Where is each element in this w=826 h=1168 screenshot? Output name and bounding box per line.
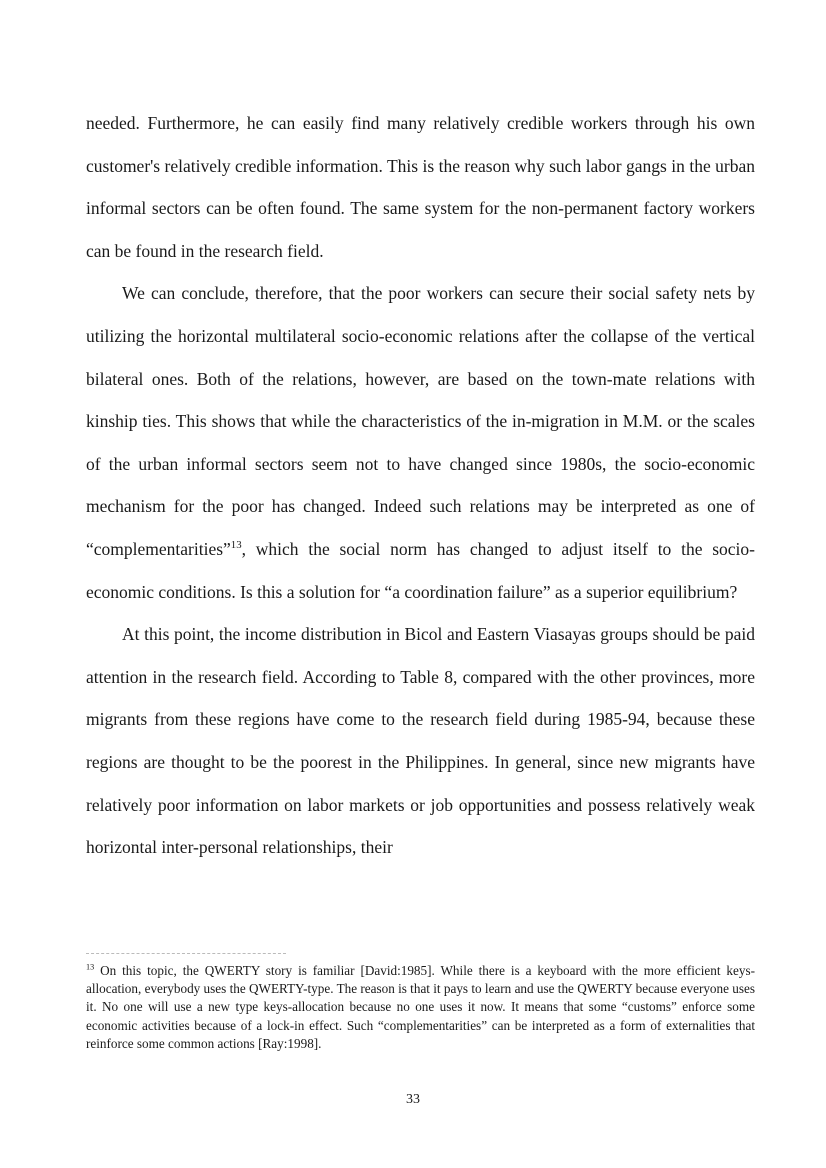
footnote-text: On this topic, the QWERTY story is familiar [David:1985]. While there is a keyboard with the more efficient keys-allocation, everybody uses the QWERTY-type. The reason is that it pays to learn and use the QWERTY because everyone uses it. No one will use a new type keys-allocation because no one uses it now. It means that some “customs” enforce some economic activities because of a lock-in effect. Such “complementarities” can be interpreted as a form of externalities that reinforce some common actions [Ray:1998]. <box>86 963 755 1051</box>
footnote <box>86 962 755 1053</box>
body-text <box>86 102 755 869</box>
page-number: 33 <box>406 1092 420 1107</box>
paragraph-text: At this point, the income distribution in Bicol and Eastern Viasayas groups should be paid attention in the research field. According to Table 8, compared with the other provinces, more migrants from these regions have come to the research field during 1985-94, because these regions are thought to be the poorest in the Philippines. In general, since new migrants have relatively poor information on labor markets or job opportunities and possess relatively weak horizontal inter-personal relationships, their <box>86 624 755 858</box>
paragraph-continued <box>86 102 755 272</box>
paragraph-income-distribution <box>86 613 755 869</box>
footnote-paragraph <box>86 962 755 1053</box>
paragraph-text: needed. Furthermore, he can easily find many relatively credible workers through his own customer's relatively credible information. This is the reason why such labor gangs in the urban informal sectors can be often found. The same system for the non-permanent factory workers can be found in the research field. <box>86 113 755 261</box>
paragraph-text: We can conclude, therefore, that the poor workers can secure their social safety nets by utilizing the horizontal multilateral socio-economic relations after the collapse of the vertical bilateral ones. Both of the relations, however, are based on the town-mate relations with kinship ties. This shows that while the characteristics of the in-migration in M.M. or the scales of the urban informal sectors seem not to have changed since 1980s, the socio-economic mechanism for the poor has changed. Indeed such relations may be interpreted as one of “complementarities” <box>86 283 755 559</box>
paragraph-text: , which the social norm has changed to adjust itself to the socio-economic conditions. Is this a solution for “a coordination failure” as a superior equilibrium? <box>86 538 755 602</box>
footnote-separator <box>86 953 286 954</box>
footnote-number: 13 <box>86 962 95 972</box>
footnote-reference[interactable]: 13 <box>230 539 242 552</box>
paragraph-conclusion <box>86 272 755 613</box>
